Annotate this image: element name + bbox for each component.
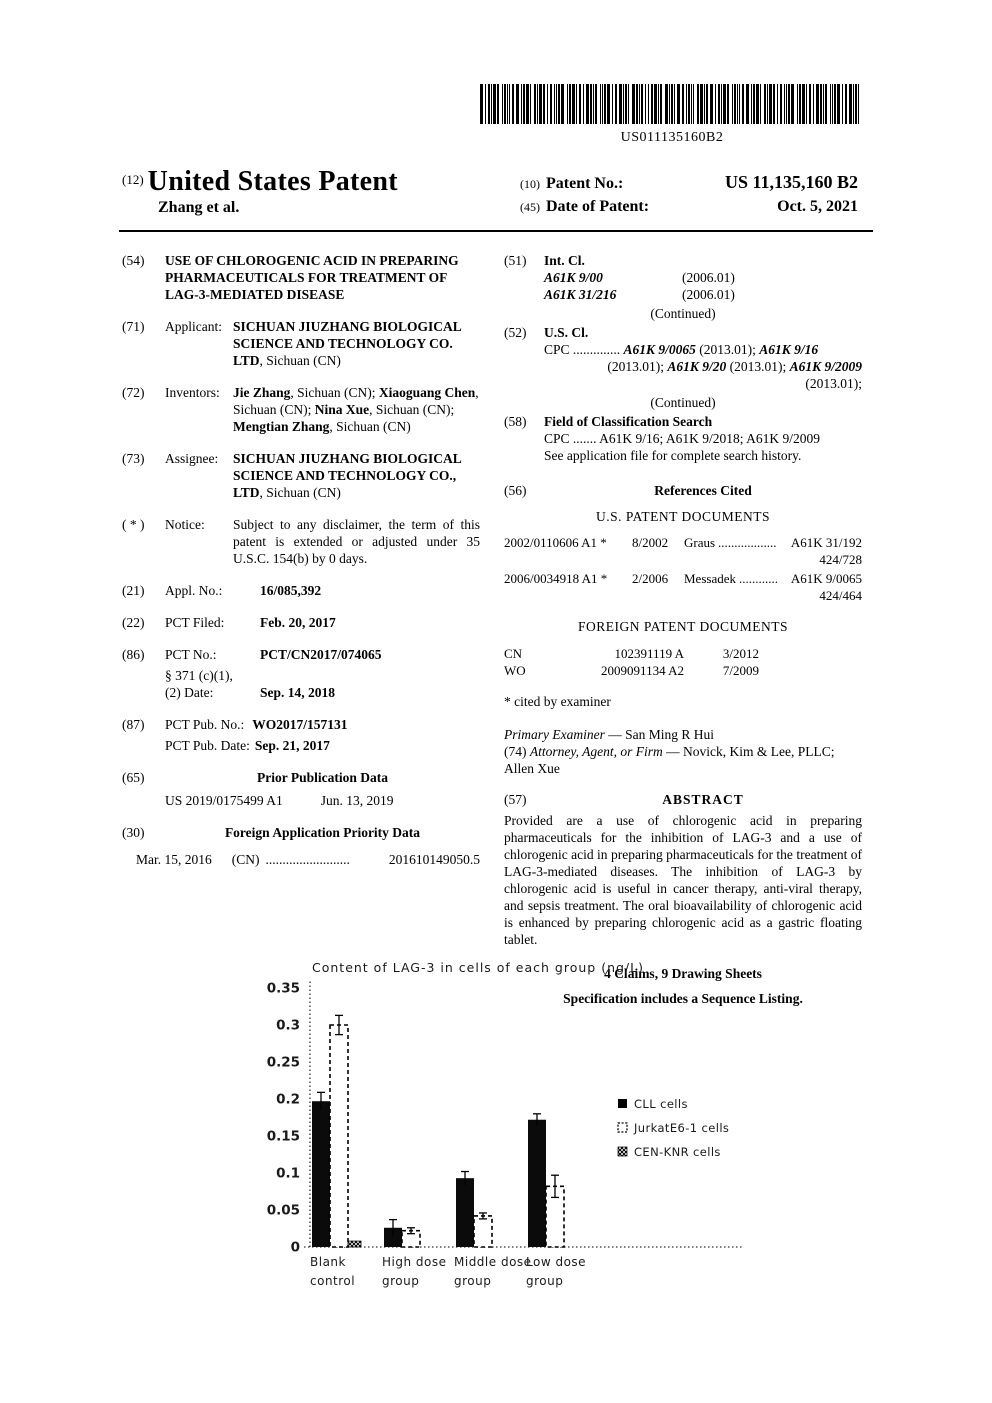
field-tag: (52) bbox=[504, 325, 527, 340]
cited-by-examiner-note: * cited by examiner bbox=[504, 694, 611, 709]
right-column bbox=[504, 252, 862, 1015]
foreign-doc-row: CN 102391119 A 3/2012 bbox=[504, 646, 759, 661]
assignee-entry bbox=[122, 450, 480, 501]
svg-text:JurkatE6-1 cells: JurkatE6-1 cells bbox=[634, 1121, 730, 1135]
patent-no-label: Patent No.: bbox=[546, 175, 624, 192]
legend-swatch-1 bbox=[618, 1099, 627, 1108]
prior-pub-row bbox=[122, 792, 480, 809]
field-tag: (57) bbox=[504, 792, 527, 807]
int-cl-continued: (Continued) bbox=[650, 306, 716, 321]
appl-no-entry bbox=[122, 582, 480, 599]
inventors-label: Inventors: bbox=[165, 385, 220, 400]
sec371-text: § 371 (c)(1), bbox=[165, 668, 233, 683]
field-tag: (86) bbox=[122, 647, 145, 662]
field-tag: (54) bbox=[122, 253, 145, 268]
pct-filed-label: PCT Filed: bbox=[165, 615, 225, 630]
field-tag: (30) bbox=[122, 825, 145, 840]
pct-pub-entry bbox=[122, 716, 480, 733]
references-entry bbox=[504, 482, 862, 499]
cpc-line-2: (2013.01); A61K 9/20 (2013.01); A61K 9/2009 bbox=[607, 359, 862, 374]
sec371-date-row bbox=[165, 684, 480, 701]
prior-pub-heading: Prior Publication Data bbox=[257, 770, 388, 785]
field-tag: (21) bbox=[122, 583, 145, 598]
inventors-value: Jie Zhang, Sichuan (CN); Xiaoguang Chen, Sichuan (CN); Nina Xue, Sichuan (CN); Mengtian Zhang, Sichuan (CN) bbox=[233, 385, 479, 434]
int-cl-entry bbox=[504, 252, 862, 303]
date-label: Date of Patent: bbox=[546, 198, 650, 215]
legend-swatch-2 bbox=[618, 1123, 627, 1132]
assignee-value: SICHUAN JIUZHANG BIOLOGICAL SCIENCE AND TECHNOLOGY CO., LTD, Sichuan (CN) bbox=[233, 451, 462, 500]
references-heading: References Cited bbox=[654, 483, 752, 498]
svg-text:0.05: 0.05 bbox=[266, 1202, 300, 1219]
appl-no-value: 16/085,392 bbox=[260, 583, 322, 598]
abstract-text: Provided are a use of chlorogenic acid in preparing pharmaceuticals for the inhibition of LAG-3 and a use of chlorogenic acid in preparing pharmaceuticals for the treatment of LAG-3-mediated diseases. The inhibition of LAG-3 by chlorogenic acid is useful in cancer therapy, anti-viral therapy, and sepsis treatment. The oral bioavailability of chlorogenic acid is enhanced by preparing chlorogenic acid as a gastric floating tablet. bbox=[504, 813, 862, 947]
field-search-entry bbox=[504, 413, 862, 464]
prior-pub-date: Jun. 13, 2019 bbox=[320, 793, 394, 808]
svg-text:group: group bbox=[382, 1274, 420, 1288]
attorney-line: (74) Attorney, Agent, or Firm — Novick, Kim & Lee, PLLC; Allen Xue bbox=[504, 744, 835, 776]
us-docs-heading: U.S. PATENT DOCUMENTS bbox=[595, 509, 771, 524]
claims-line: 4 Claims, 9 Drawing Sheets bbox=[604, 966, 762, 981]
cpc-line-3: (2013.01); bbox=[805, 376, 862, 391]
pct-no-label: PCT No.: bbox=[165, 647, 217, 662]
field-tag: (65) bbox=[122, 770, 145, 785]
field-search-cpc: CPC ....... A61K 9/16; A61K 9/2018; A61K 9/2009 bbox=[544, 431, 821, 446]
abstract-entry bbox=[504, 791, 862, 808]
svg-text:Low dose: Low dose bbox=[526, 1255, 587, 1269]
barcode-number: US011135160B2 bbox=[620, 130, 724, 145]
assignee-label: Assignee: bbox=[165, 451, 219, 466]
int-cl-heading: Int. Cl. bbox=[544, 253, 585, 268]
svg-text:Blank: Blank bbox=[310, 1255, 346, 1269]
svg-text:High dose: High dose bbox=[382, 1255, 447, 1269]
pct-no-value: PCT/CN2017/074065 bbox=[260, 647, 382, 662]
pct-filed-value: Feb. 20, 2017 bbox=[260, 615, 336, 630]
foreign-docs-heading: FOREIGN PATENT DOCUMENTS bbox=[577, 619, 789, 634]
page-title: United States Patent bbox=[147, 166, 398, 197]
header-divider bbox=[119, 230, 873, 232]
field-tag: (73) bbox=[122, 451, 145, 466]
patent-number-row bbox=[520, 172, 858, 193]
svg-text:0.1: 0.1 bbox=[276, 1165, 300, 1182]
svg-text:0.3: 0.3 bbox=[276, 1017, 300, 1034]
notice-label: Notice: bbox=[165, 517, 205, 532]
pct-filed-entry bbox=[122, 614, 480, 631]
date-tag: (45) bbox=[520, 200, 540, 214]
applicant-value: SICHUAN JIUZHANG BIOLOGICAL SCIENCE AND TECHNOLOGY CO. LTD, Sichuan (CN) bbox=[233, 319, 462, 368]
foreign-doc-row: WO 2009091134 A2 7/2009 bbox=[504, 663, 759, 678]
svg-text:0: 0 bbox=[290, 1239, 300, 1256]
field-tag: (56) bbox=[504, 483, 527, 498]
us-doc-row: 2002/0110606 A1 * 8/2002 Graus .................. A61K 31/192 424/728 bbox=[504, 535, 862, 567]
field-tag: (51) bbox=[504, 253, 527, 268]
sequence-listing-line: Specification includes a Sequence Listing. bbox=[563, 991, 803, 1006]
svg-text:group: group bbox=[526, 1274, 564, 1288]
pct-no-entry bbox=[122, 646, 480, 663]
inventor-short-name: Zhang et al. bbox=[158, 199, 240, 216]
field-tag: (71) bbox=[122, 319, 145, 334]
legend-swatch-3 bbox=[618, 1147, 627, 1156]
int-cl-row: A61K 31/216 (2006.01) bbox=[544, 287, 735, 302]
priority-dots: ......................... bbox=[265, 852, 350, 867]
us-cl-entry bbox=[504, 324, 862, 392]
priority-country: (CN) bbox=[231, 852, 260, 867]
field-tag: (22) bbox=[122, 615, 145, 630]
field-search-note: See application file for complete search history. bbox=[544, 448, 802, 463]
foreign-priority-heading: Foreign Application Priority Data bbox=[224, 825, 421, 840]
svg-text:group: group bbox=[454, 1274, 492, 1288]
invention-title-entry bbox=[122, 252, 480, 303]
appl-no-label: Appl. No.: bbox=[165, 583, 223, 598]
svg-text:CEN-KNR cells: CEN-KNR cells bbox=[634, 1145, 721, 1159]
header-right bbox=[520, 172, 858, 221]
header-left bbox=[122, 166, 398, 217]
field-tag: (87) bbox=[122, 717, 145, 732]
int-cl-row: A61K 9/00 (2006.01) bbox=[544, 270, 735, 285]
patent-no-value: US 11,135,160 B2 bbox=[724, 172, 858, 192]
date-value: Oct. 5, 2021 bbox=[777, 198, 858, 215]
invention-title: USE OF CHLOROGENIC ACID IN PREPARING PHARMACEUTICALS FOR TREATMENT OF LAG-3-MEDIATED DISEASE bbox=[165, 253, 459, 302]
pct-pub-date-value: Sep. 21, 2017 bbox=[254, 738, 330, 753]
foreign-priority-entry bbox=[122, 824, 480, 841]
field-tag: (72) bbox=[122, 385, 145, 400]
pct-pub-label: PCT Pub. No.: bbox=[165, 717, 245, 732]
cpc-line-1: CPC .............. A61K 9/0065 (2013.01); A61K 9/16 bbox=[544, 342, 819, 357]
foreign-priority-row bbox=[122, 851, 480, 868]
applicant-entry bbox=[122, 318, 480, 369]
barcode-image bbox=[478, 84, 866, 129]
us-cl-continued: (Continued) bbox=[650, 395, 716, 410]
applicant-label: Applicant: bbox=[165, 319, 222, 334]
svg-text:Middle dose: Middle dose bbox=[454, 1255, 532, 1269]
priority-number: 201610149050.5 bbox=[388, 852, 480, 867]
svg-text:CLL cells: CLL cells bbox=[634, 1097, 688, 1111]
field-search-heading: Field of Classification Search bbox=[544, 414, 713, 429]
svg-text:control: control bbox=[310, 1274, 356, 1288]
notice-entry bbox=[122, 516, 480, 567]
primary-examiner-line: Primary Examiner — San Ming R Hui bbox=[504, 727, 714, 742]
inventors-entry bbox=[122, 384, 480, 435]
date2-value: Sep. 14, 2018 bbox=[260, 685, 336, 700]
field-tag: (58) bbox=[504, 414, 527, 429]
svg-text:0.2: 0.2 bbox=[276, 1091, 300, 1108]
barcode-block bbox=[478, 84, 866, 146]
prior-pub-doc: US 2019/0175499 A1 bbox=[165, 793, 283, 808]
sec371-entry bbox=[122, 667, 480, 701]
pct-pub-date-label: PCT Pub. Date: bbox=[165, 738, 250, 753]
kind-code-tag: (12) bbox=[122, 172, 144, 187]
svg-text:Content of LAG-3 in cells of e: Content of LAG-3 in cells of each group (ng/L) bbox=[312, 960, 644, 975]
abstract-heading: ABSTRACT bbox=[662, 792, 744, 807]
pct-pub-date-entry bbox=[122, 737, 480, 754]
priority-date: Mar. 15, 2016 bbox=[136, 852, 212, 867]
notice-text: Subject to any disclaimer, the term of this patent is extended or adjusted under 35 U.S.C. 154(b) by 0 days. bbox=[233, 517, 480, 566]
svg-text:0.15: 0.15 bbox=[266, 1128, 300, 1145]
patent-date-row bbox=[520, 198, 858, 216]
prior-pub-entry bbox=[122, 769, 480, 786]
lag3-bar-chart bbox=[238, 956, 778, 1306]
left-column bbox=[122, 252, 480, 868]
pct-pub-value: WO2017/157131 bbox=[252, 717, 348, 732]
svg-text:0.25: 0.25 bbox=[266, 1054, 300, 1071]
us-cl-heading: U.S. Cl. bbox=[544, 325, 589, 340]
date2-label: (2) Date: bbox=[165, 685, 214, 700]
field-tag: ( * ) bbox=[122, 517, 145, 532]
us-doc-row: 2006/0034918 A1 * 2/2006 Messadek ............ A61K 9/0065 424/464 bbox=[504, 571, 862, 603]
patent-no-tag: (10) bbox=[520, 177, 540, 191]
svg-text:0.35: 0.35 bbox=[266, 980, 300, 997]
